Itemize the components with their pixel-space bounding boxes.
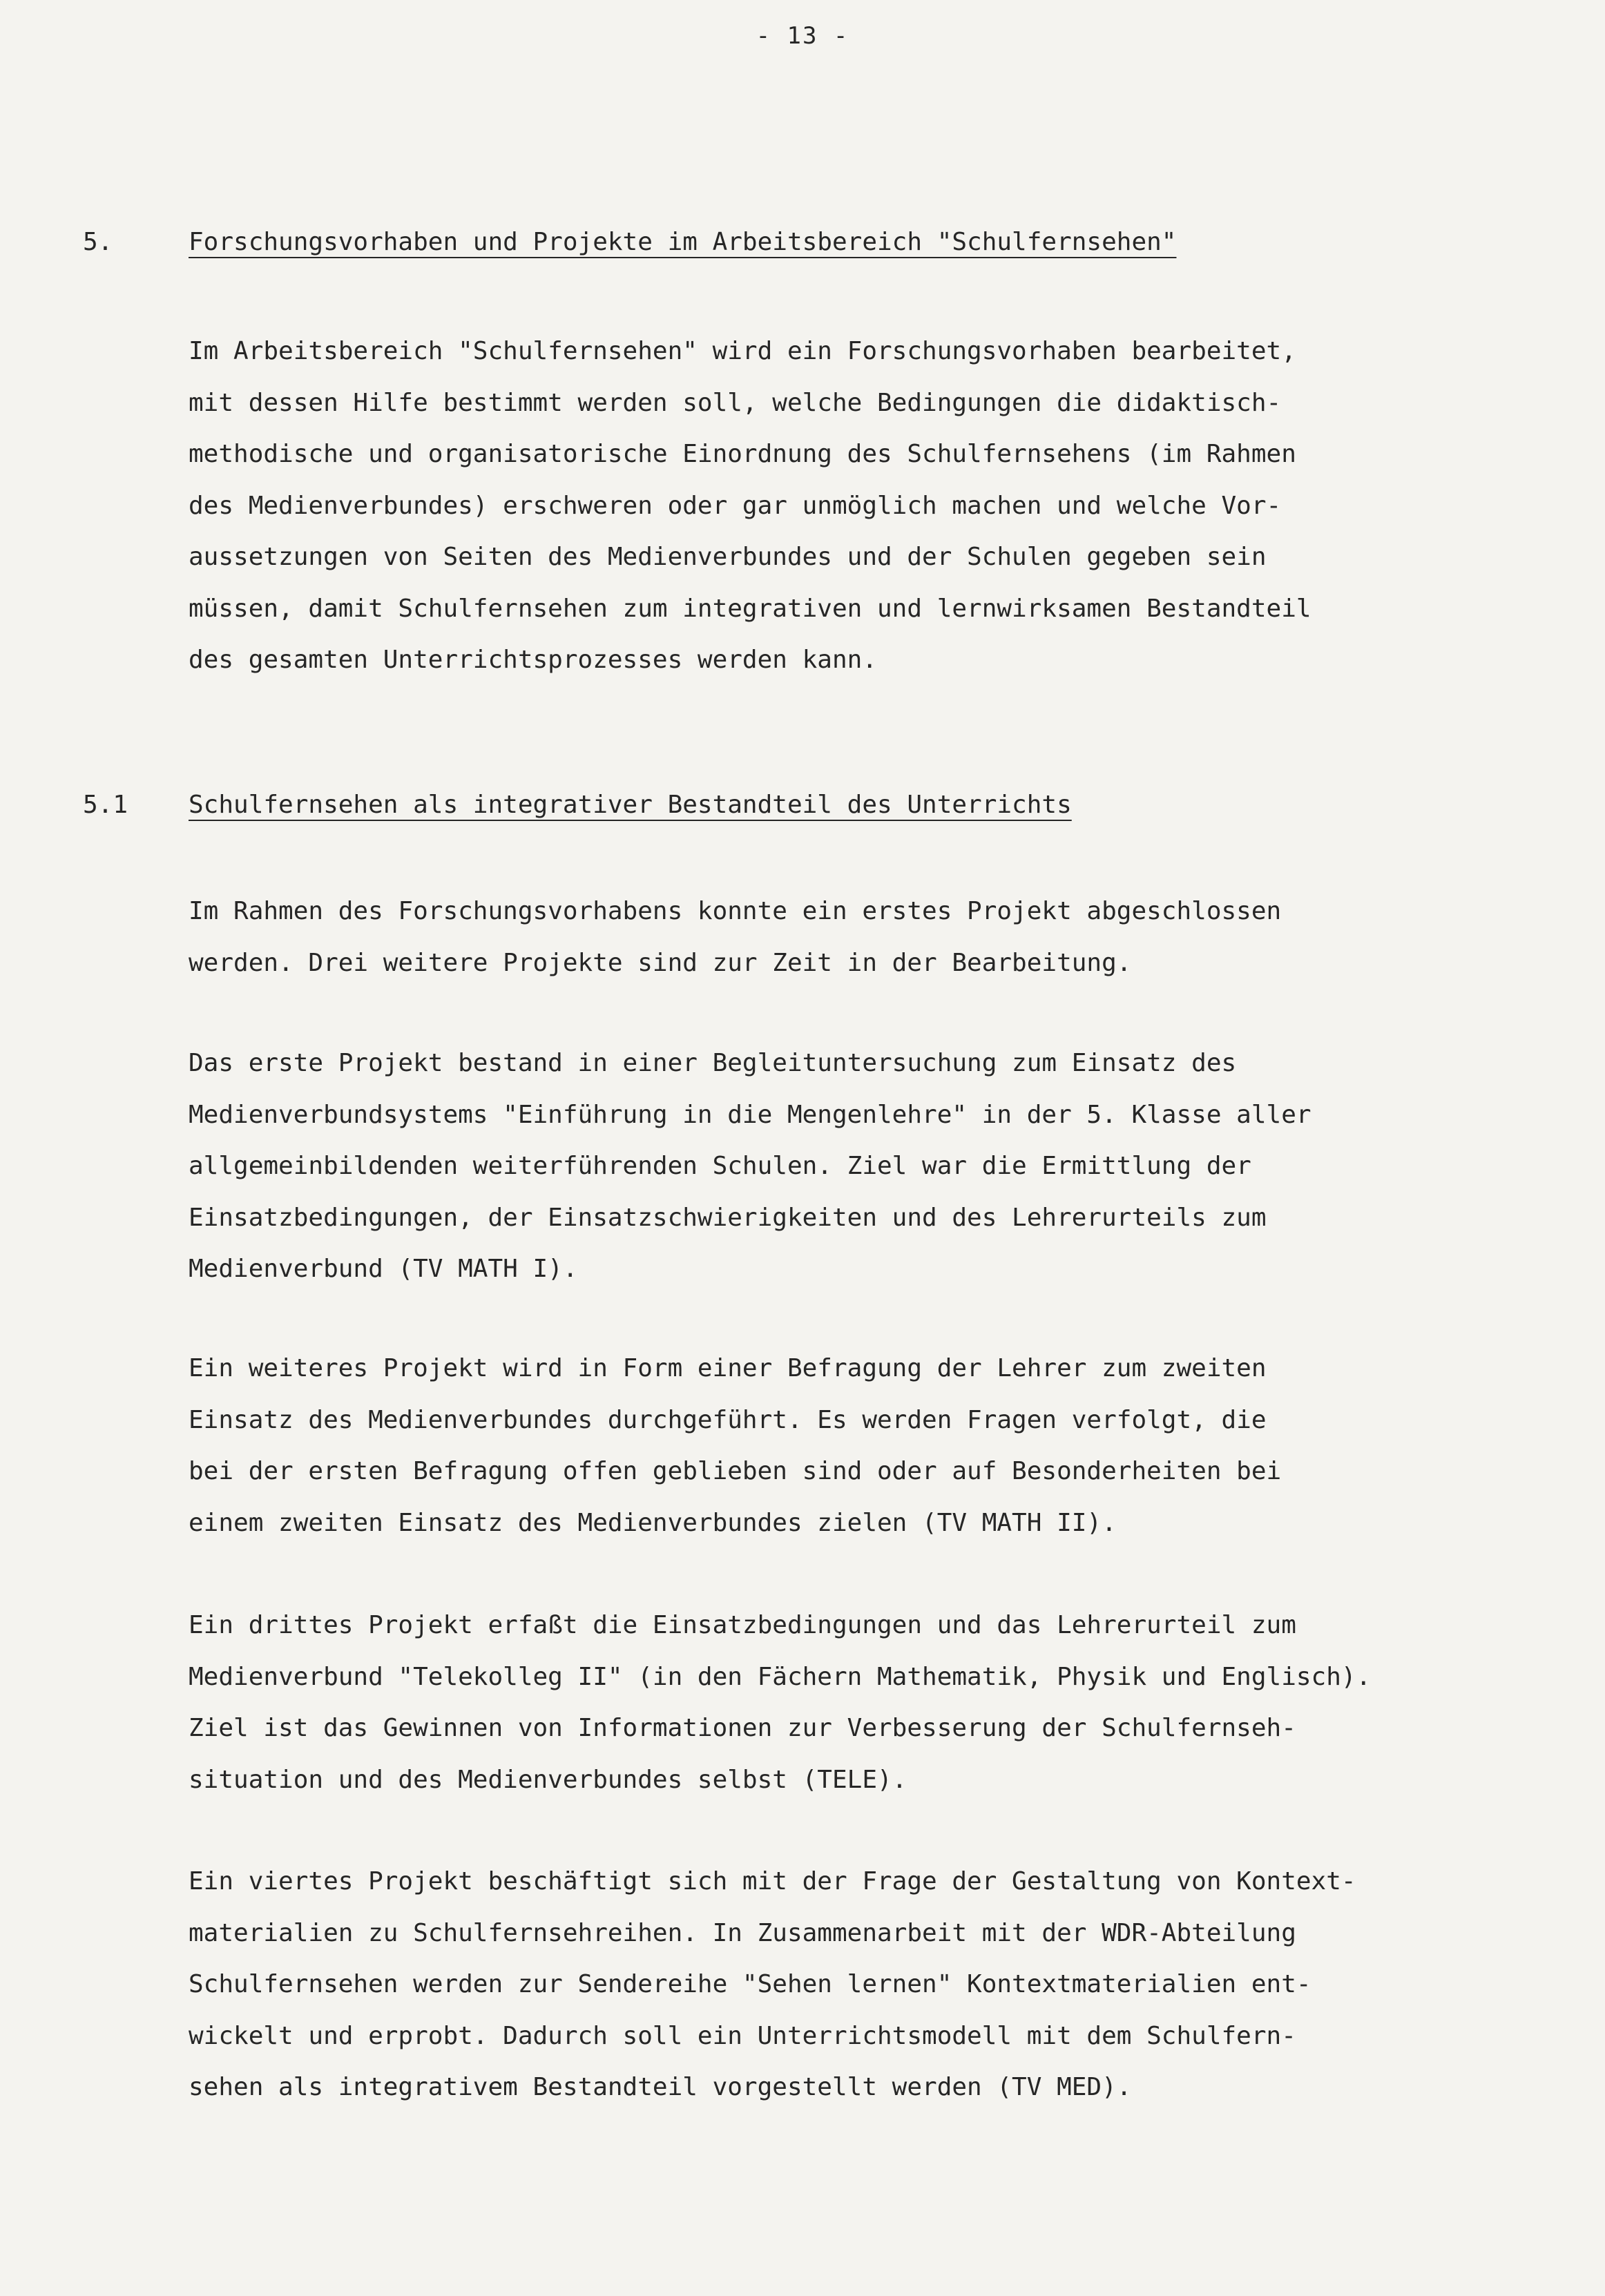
section-body: Im Arbeitsbereich "Schulfernsehen" wird ein Forschungsvorhaben bearbeitet, mit dessen Hilfe bestimmt werden soll, welche Bedingungen die didaktisch- methodische und organisatorische Einordnung des Schulfernsehens (im Rahmen des Medienverbundes) erschweren oder gar unmöglich machen und welche Vor- aussetzungen von Seiten des Medienverbundes und der Schulen gegeben sein müssen, damit Schulfernsehen zum integrativen und lernwirksamen Bestandteil des gesamten Unterrichtsprozesses werden kann.	[189, 337, 1311, 674]
paragraph-1: Im Rahmen des Forschungsvorhabens konnte ein erstes Projekt abgeschlossen werden. Drei weitere Projekte sind zur Zeit in der Bearbeitung.	[189, 897, 1282, 977]
paragraph-5: Ein viertes Projekt beschäftigt sich mit der Frage der Gestaltung von Kontext- materialien zu Schulfernsehreihen. In Zusammenarbeit mit der WDR-Abteilung Schulfernsehen werden zur Sendereihe "Sehen lernen" Kontextmaterialien ent- wickelt und erprobt. Dadurch soll ein Unterrichtsmodell mit dem Schulfern- sehen als integrativem Bestandteil vorgestellt werden (TV MED).	[189, 1867, 1356, 2101]
paragraph-2: Das erste Projekt bestand in einer Begleituntersuchung zum Einsatz des Medienverbundsystems "Einführung in die Mengenlehre" in der 5. Klasse aller allgemeinbildenden weiterführenden Schulen. Ziel war die Ermittlung der Einsatzbedingungen, der Einsatzschwierigkeiten und des Lehrerurteils zum Medienverbund (TV MATH I).	[189, 1049, 1311, 1283]
paragraph-4: Ein drittes Projekt erfaßt die Einsatzbedingungen und das Lehrerurteil zum Medienverbund "Telekolleg II" (in den Fächern Mathematik, Physik und Englisch). Ziel ist das Gewinnen von Informationen zur Verbesserung der Schulfernseh- situation und des Medienverbundes selbst (TELE).	[189, 1611, 1372, 1794]
section-number: 5.	[83, 228, 113, 256]
subsection-number: 5.1	[83, 791, 128, 819]
section-heading: Forschungsvorhaben und Projekte im Arbeitsbereich "Schulfernsehen"	[189, 228, 1177, 256]
page-number: - 13 -	[756, 22, 849, 50]
paragraph-3: Ein weiteres Projekt wird in Form einer Befragung der Lehrer zum zweiten Einsatz des Medienverbundes durchgeführt. Es werden Fragen verfolgt, die bei der ersten Befragung offen geblieben sind oder auf Besonderheiten bei einem zweiten Einsatz des Medienverbundes zielen (TV MATH II).	[189, 1354, 1282, 1537]
subsection-heading: Schulfernsehen als integrativer Bestandteil des Unterrichts	[189, 791, 1072, 819]
